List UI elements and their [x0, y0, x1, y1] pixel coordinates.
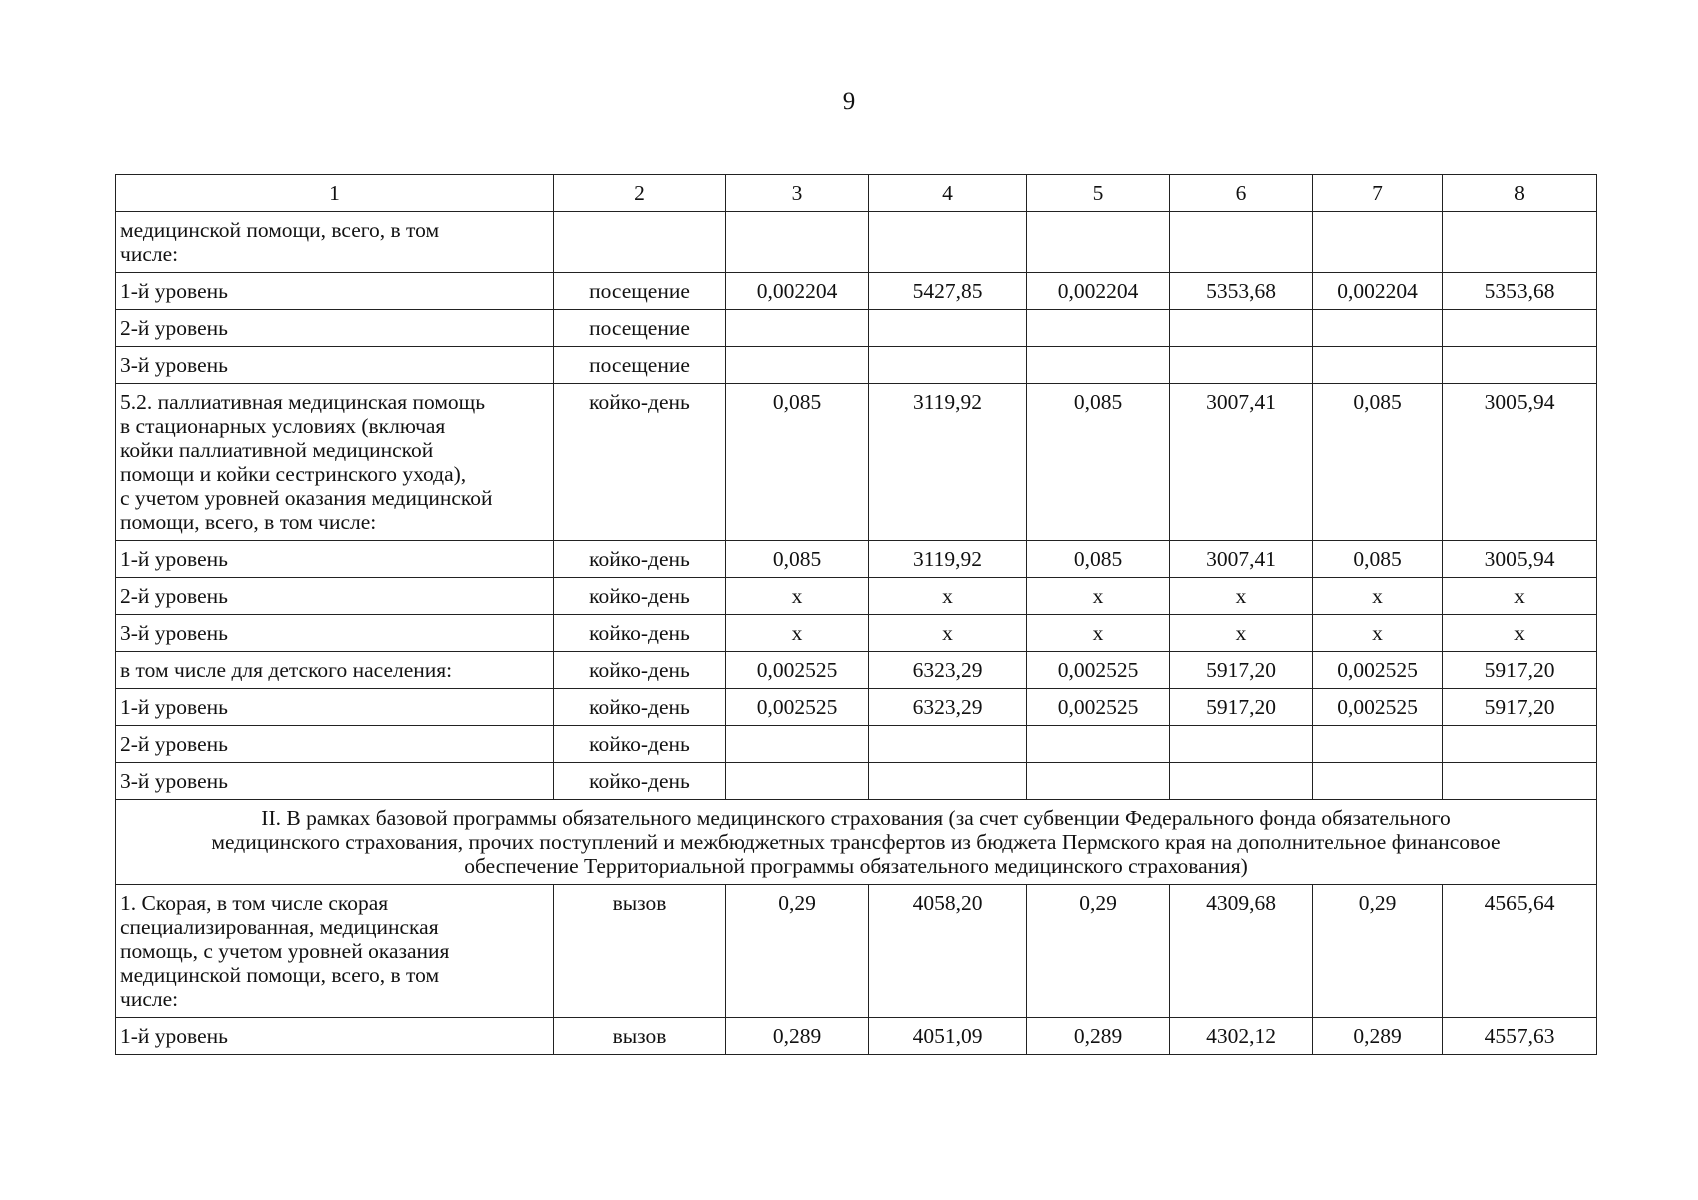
value-cell: 5917,20: [1170, 652, 1313, 689]
value-cell: [869, 763, 1027, 800]
value-cell: [1170, 763, 1313, 800]
row-label: [116, 689, 554, 726]
value-cell: 3007,41: [1170, 541, 1313, 578]
header-row: [116, 175, 1597, 212]
section-title-line: II. В рамках базовой программы обязательного медицинского страхования (за счет субвенции Федерального фонда обязательного: [261, 806, 1451, 830]
value-cell: 4058,20: [869, 885, 1027, 1018]
value-cell: [1027, 763, 1170, 800]
table-row: [116, 541, 1597, 578]
header-cell: 5: [1027, 175, 1170, 212]
value-cell: х: [1170, 615, 1313, 652]
value-cell: 4557,63: [1443, 1018, 1597, 1055]
value-cell: 0,002204: [726, 273, 869, 310]
row-label: [116, 1018, 554, 1055]
page-number: 9: [842, 88, 856, 115]
value-cell: 6323,29: [869, 689, 1027, 726]
row-unit: вызов: [554, 1018, 726, 1055]
value-cell: [1027, 347, 1170, 384]
row-label-line: в стационарных условиях (включая: [120, 414, 446, 438]
row-label: [116, 384, 554, 541]
row-label-line: 1-й уровень: [120, 279, 228, 303]
value-cell: х: [1170, 578, 1313, 615]
value-cell: [1313, 763, 1443, 800]
row-unit: посещение: [554, 273, 726, 310]
value-cell: х: [726, 615, 869, 652]
value-cell: х: [869, 615, 1027, 652]
value-cell: 0,002525: [726, 689, 869, 726]
value-cell: 0,085: [1313, 384, 1443, 541]
row-label: [116, 212, 554, 273]
value-cell: 3119,92: [869, 384, 1027, 541]
value-cell: [1170, 310, 1313, 347]
row-unit: койко-день: [554, 615, 726, 652]
row-unit: вызов: [554, 885, 726, 1018]
row-label-line: 2-й уровень: [120, 732, 228, 756]
header-cell: 7: [1313, 175, 1443, 212]
value-cell: 5917,20: [1170, 689, 1313, 726]
row-unit: койко-день: [554, 541, 726, 578]
value-cell: 0,085: [726, 541, 869, 578]
row-unit: койко-день: [554, 763, 726, 800]
value-cell: 0,002525: [1313, 652, 1443, 689]
value-cell: 4051,09: [869, 1018, 1027, 1055]
table-row: [116, 578, 1597, 615]
row-unit: [554, 212, 726, 273]
value-cell: 0,289: [1313, 1018, 1443, 1055]
value-cell: 4309,68: [1170, 885, 1313, 1018]
value-cell: 3005,94: [1443, 384, 1597, 541]
value-cell: х: [869, 578, 1027, 615]
row-unit: койко-день: [554, 384, 726, 541]
value-cell: [1313, 310, 1443, 347]
value-cell: [869, 310, 1027, 347]
value-cell: [1443, 310, 1597, 347]
row-unit: койко-день: [554, 652, 726, 689]
row-label-line: 3-й уровень: [120, 353, 228, 377]
value-cell: 0,002525: [1027, 652, 1170, 689]
table-row: [116, 726, 1597, 763]
row-label-line: 3-й уровень: [120, 621, 228, 645]
row-label-line: помощь, с учетом уровней оказания: [120, 939, 450, 963]
row-unit: койко-день: [554, 578, 726, 615]
row-label: [116, 885, 554, 1018]
table-row: [116, 615, 1597, 652]
row-label-line: специализированная, медицинская: [120, 915, 439, 939]
value-cell: 0,29: [726, 885, 869, 1018]
row-label: [116, 652, 554, 689]
row-label-line: с учетом уровней оказания медицинской: [120, 486, 493, 510]
value-cell: 0,289: [726, 1018, 869, 1055]
table-row: [116, 273, 1597, 310]
table-row: [116, 689, 1597, 726]
table-row: [116, 885, 1597, 1018]
value-cell: 5353,68: [1170, 273, 1313, 310]
row-label-line: помощи и койки сестринского ухода),: [120, 462, 467, 486]
value-cell: 3005,94: [1443, 541, 1597, 578]
row-label-line: 2-й уровень: [120, 584, 228, 608]
row-label-line: 1-й уровень: [120, 695, 228, 719]
value-cell: 5427,85: [869, 273, 1027, 310]
header-cell: 4: [869, 175, 1027, 212]
value-cell: 0,002525: [1313, 689, 1443, 726]
value-cell: 5917,20: [1443, 652, 1597, 689]
value-cell: 0,29: [1027, 885, 1170, 1018]
value-cell: х: [1313, 615, 1443, 652]
value-cell: х: [1443, 578, 1597, 615]
header-cell: 6: [1170, 175, 1313, 212]
row-label-line: числе:: [120, 987, 179, 1011]
value-cell: 0,085: [1313, 541, 1443, 578]
table-row: [116, 347, 1597, 384]
value-cell: 6323,29: [869, 652, 1027, 689]
value-cell: 0,085: [1027, 384, 1170, 541]
row-label-line: койки паллиативной медицинской: [120, 438, 434, 462]
value-cell: х: [1027, 615, 1170, 652]
table-row: [116, 384, 1597, 541]
row-unit: койко-день: [554, 726, 726, 763]
value-cell: [1443, 726, 1597, 763]
row-label-line: медицинской помощи, всего, в том: [120, 218, 440, 242]
value-cell: 0,002204: [1027, 273, 1170, 310]
row-label-line: 1-й уровень: [120, 547, 228, 571]
row-label: [116, 726, 554, 763]
value-cell: 3007,41: [1170, 384, 1313, 541]
table-row: [116, 212, 1597, 273]
value-cell: [1443, 763, 1597, 800]
header-cell: 8: [1443, 175, 1597, 212]
value-cell: х: [726, 578, 869, 615]
value-cell: [1027, 310, 1170, 347]
value-cell: х: [1443, 615, 1597, 652]
row-label: [116, 347, 554, 384]
value-cell: 5353,68: [1443, 273, 1597, 310]
header-cell: 1: [116, 175, 554, 212]
value-cell: [726, 763, 869, 800]
value-cell: [1170, 347, 1313, 384]
header-cell: 2: [554, 175, 726, 212]
value-cell: 0,29: [1313, 885, 1443, 1018]
value-cell: [869, 212, 1027, 273]
header-cell: 3: [726, 175, 869, 212]
row-label-line: 1-й уровень: [120, 1024, 228, 1048]
row-unit: посещение: [554, 310, 726, 347]
row-unit: койко-день: [554, 689, 726, 726]
table-row: [116, 310, 1597, 347]
value-cell: [1443, 347, 1597, 384]
row-label: [116, 541, 554, 578]
row-label-line: 2-й уровень: [120, 316, 228, 340]
value-cell: [1313, 212, 1443, 273]
row-label-line: медицинской помощи, всего, в том: [120, 963, 440, 987]
value-cell: [869, 726, 1027, 763]
row-label: [116, 310, 554, 347]
value-cell: 4565,64: [1443, 885, 1597, 1018]
row-label: [116, 763, 554, 800]
row-label-line: в том числе для детского населения:: [120, 658, 453, 682]
value-cell: [1170, 212, 1313, 273]
row-label-line: 1. Скорая, в том числе скорая: [120, 891, 389, 915]
row-label: [116, 578, 554, 615]
row-label: [116, 273, 554, 310]
section-title-line: обеспечение Территориальной программы обязательного медицинского страхования): [464, 854, 1248, 878]
row-label-line: 3-й уровень: [120, 769, 228, 793]
row-label: [116, 615, 554, 652]
value-cell: [726, 310, 869, 347]
row-label-line: числе:: [120, 242, 179, 266]
value-cell: 0,002525: [1027, 689, 1170, 726]
value-cell: 0,002525: [726, 652, 869, 689]
value-cell: [726, 212, 869, 273]
value-cell: 0,289: [1027, 1018, 1170, 1055]
value-cell: 0,085: [726, 384, 869, 541]
value-cell: [1313, 347, 1443, 384]
value-cell: [1443, 212, 1597, 273]
value-cell: 3119,92: [869, 541, 1027, 578]
value-cell: [726, 347, 869, 384]
section-row: [116, 800, 1597, 885]
row-label-line: помощи, всего, в том числе:: [120, 510, 377, 534]
value-cell: [1313, 726, 1443, 763]
value-cell: 5917,20: [1443, 689, 1597, 726]
value-cell: [726, 726, 869, 763]
value-cell: 0,085: [1027, 541, 1170, 578]
value-cell: 4302,12: [1170, 1018, 1313, 1055]
data-table: [115, 174, 1597, 1055]
row-label-line: 5.2. паллиативная медицинская помощь: [120, 390, 486, 414]
value-cell: [869, 347, 1027, 384]
value-cell: х: [1313, 578, 1443, 615]
table-row: [116, 652, 1597, 689]
value-cell: 0,002204: [1313, 273, 1443, 310]
value-cell: [1027, 726, 1170, 763]
table-row: [116, 1018, 1597, 1055]
value-cell: х: [1027, 578, 1170, 615]
section-title-line: медицинского страхования, прочих поступлений и межбюджетных трансфертов из бюджета Пермского края на дополнительное финансовое: [211, 830, 1501, 854]
section-title: [116, 800, 1597, 885]
value-cell: [1170, 726, 1313, 763]
value-cell: [1027, 212, 1170, 273]
table-row: [116, 763, 1597, 800]
row-unit: посещение: [554, 347, 726, 384]
